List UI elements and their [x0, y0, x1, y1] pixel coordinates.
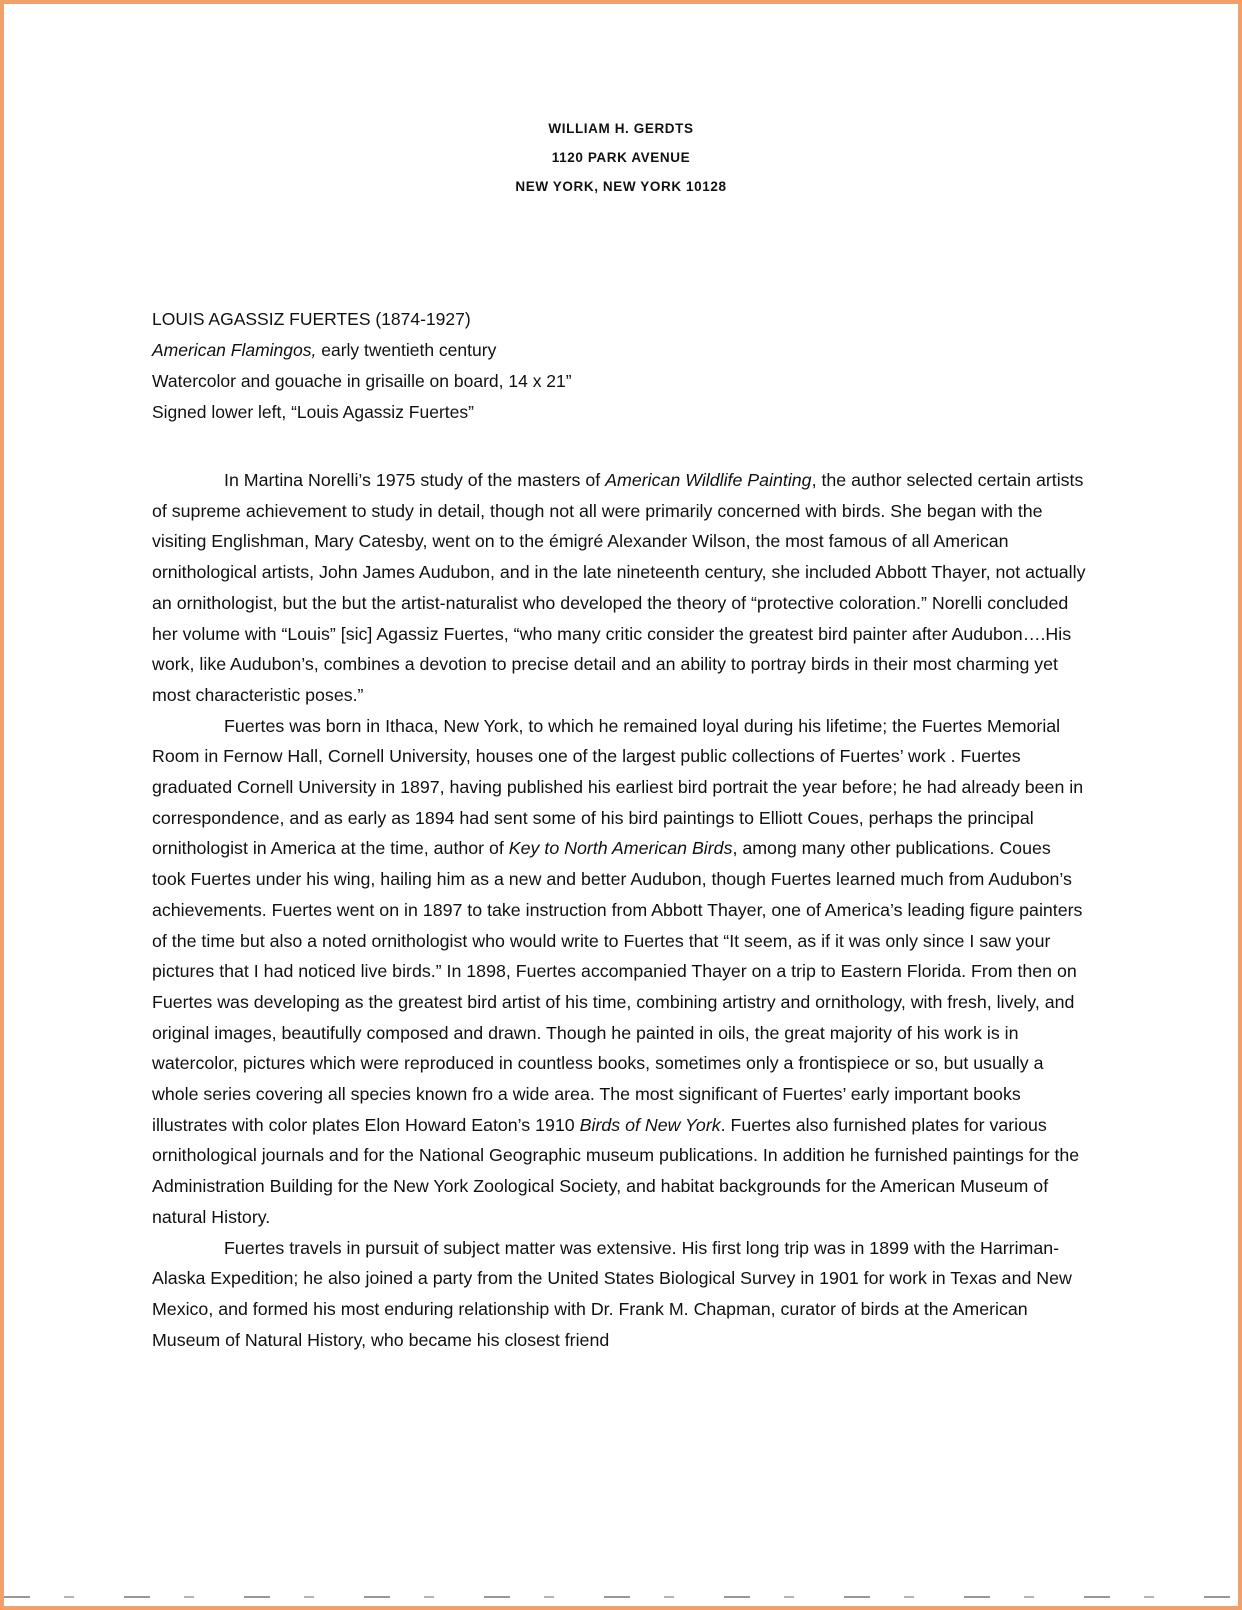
signature-line: Signed lower left, “Louis Agassiz Fuertes”	[152, 402, 474, 422]
paragraph-3	[152, 1233, 1088, 1356]
essay-body	[152, 465, 1088, 1355]
paragraph-1-text-c: , the author selected certain artists of supreme achievement to study in detail, though not all were primarily concerned with birds. She began with the visiting Englishman, Mary Catesby, went on to the émigré Alexander Wilson, the most famous of all American ornithological artists, John James Audubon, and in the late nineteenth century, she included Abbott Thayer, not actually an ornithologist, but the but the artist-naturalist who developed the theory of “protective coloration.” Norelli concluded her volume with “Louis” [sic] Agassiz Fuertes, “who many critic consider the greatest bird painter after Audubon….His work, like Audubon’s, combines a devotion to precise detail and an ability to portray birds in their most charming yet most characteristic poses.”	[152, 470, 1086, 705]
title-line	[152, 335, 572, 366]
book-title-key-to-north-american-birds: Key to North American Birds	[508, 838, 733, 859]
artwork-title: American Flamingos,	[152, 340, 317, 360]
letterhead-street: 1120 PARK AVENUE	[551, 150, 691, 165]
paragraph-2-text-e: . Fuertes also furnished plates for various ornithological journals and for the National Geographic museum publications. In addition he furnished paintings for the Administration Building for the New York Zoological Society, and habitat backgrounds for the American Museum of natural History.	[152, 1114, 1080, 1227]
scan-artifact-line	[4, 1596, 1238, 1598]
letterhead-name: WILLIAM H. GERDTS	[548, 121, 694, 136]
medium-line: Watercolor and gouache in grisaille on board, 14 x 21”	[152, 371, 572, 391]
book-title-birds-of-new-york: Birds of New York	[579, 1114, 721, 1135]
book-title-american-wildlife-painting: American Wildlife Painting	[605, 470, 812, 490]
letterhead	[4, 114, 1238, 201]
artwork-details	[152, 304, 572, 428]
artist-line: LOUIS AGASSIZ FUERTES (1874-1927)	[152, 309, 471, 329]
paragraph-3-text-a: Fuertes travels in pursuit of subject matter was extensive. His first long trip was in 1899 with the Harriman-Alaska Expedition; he also joined a party from the United States Biological Survey in 1901 for work in Texas and New Mexico, and formed his most enduring relationship with Dr. Frank M. Chapman, curator of birds at the American Museum of Natural History, who became his closest friend	[152, 1237, 1072, 1350]
paragraph-2-text-a: Fuertes was born in Ithaca, New York, to which he remained loyal during his lifetime; the Fuertes Memorial Room in Fernow Hall, Cornell University, houses one of the largest public collections of Fuertes’ work . Fuertes graduated Cornell University in 1897, having published his earliest bird portrait the year before; he had already been in correspondence, and as early as 1894 had sent some of his bird paintings to Elliott Coues, perhaps the principal ornithologist in America at the time, author of	[152, 715, 1084, 859]
letterhead-city: NEW YORK, NEW YORK 10128	[515, 179, 727, 194]
paragraph-1	[152, 465, 1088, 711]
paragraph-2	[152, 711, 1088, 1233]
paragraph-2-text-c: , among many other publications. Coues took Fuertes under his wing, hailing him as a new and better Audubon, though Fuertes learned much from Audubon’s achievements. Fuertes went on in 1897 to take instruction from Abbott Thayer, one of America’s leading figure painters of the time but also a noted ornithologist who would write to Fuertes that “It seem, as if it was only since I saw your pictures that I had noticed live birds.” In 1898, Fuertes accompanied Thayer on a trip to Eastern Florida. From then on Fuertes was developing as the greatest bird artist of his time, combining artistry and ornithology, with fresh, lively, and original images, beautifully composed and drawn. Though he painted in oils, the great majority of his work is in watercolor, pictures which were reproduced in countless books, sometimes only a frontispiece or so, but usually a whole series covering all species known fro a wide area. The most significant of Fuertes’ early important books illustrates with color plates Elon Howard Eaton’s 1910	[152, 838, 1083, 1135]
artwork-date: early twentieth century	[316, 340, 497, 360]
paragraph-1-text-a: In Martina Norelli’s 1975 study of the masters of	[224, 470, 606, 490]
